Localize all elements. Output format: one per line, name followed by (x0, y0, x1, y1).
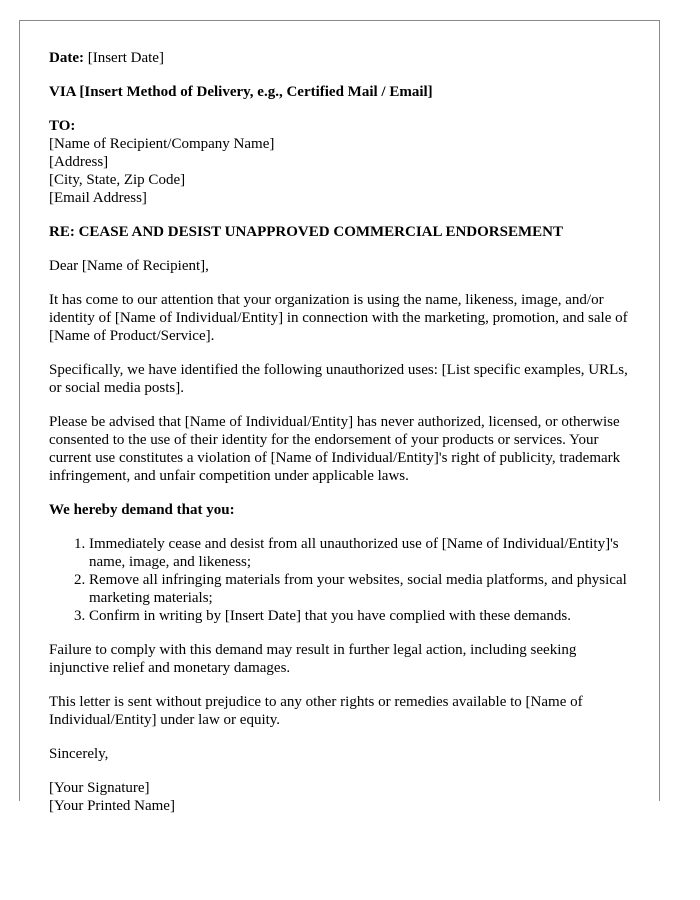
letter-body (49, 49, 629, 831)
subject-text: RE: CEASE AND DESIST UNAPPROVED COMMERCIAL ENDORSEMENT (49, 224, 563, 240)
to-label: TO: (49, 118, 76, 134)
delivery-method-text: VIA [Insert Method of Delivery, e.g., Certified Mail / Email] (49, 84, 433, 100)
salutation: Dear [Name of Recipient], (49, 258, 209, 274)
demand-list (49, 535, 629, 625)
recipient-email: [Email Address] (49, 190, 147, 206)
recipient-address: [Address] (49, 154, 109, 170)
date-value: [Insert Date] (87, 50, 164, 66)
delivery-method (49, 83, 629, 101)
recipient-block (49, 117, 629, 207)
closing-paragraph: Failure to comply with this demand may result in further legal action, including seeking injunctive relief and monetary damages. (49, 642, 577, 676)
demand-item: 3. Confirm in writing by [Insert Date] that you have complied with these demands. (89, 607, 629, 625)
demand-heading-text: We hereby demand that you: (49, 502, 235, 518)
demand-heading (49, 501, 629, 519)
date-line (49, 49, 629, 67)
date-label: Date: (49, 50, 84, 66)
recipient-name: [Name of Recipient/Company Name] (49, 136, 275, 152)
body-paragraph: Specifically, we have identified the following unauthorized uses: [List specific examples, URLs, or social media posts]. (49, 362, 628, 396)
letter-page (19, 20, 660, 814)
recipient-city: [City, State, Zip Code] (49, 172, 186, 188)
body-paragraph: Please be advised that [Name of Individual/Entity] has never authorized, licensed, or otherwise consented to the use of their identity for the endorsement of your products or services. Your current use constitutes a violation of [Name of Individual/Entity]'s right of publicity, trademark infringement, and unfair competition under applicable laws. (49, 414, 621, 484)
signoff: Sincerely, (49, 746, 109, 762)
printed-name: [Your Printed Name] (49, 798, 175, 814)
closing-paragraph: This letter is sent without prejudice to any other rights or remedies available to [Name of Individual/Entity] under law or equity. (49, 694, 583, 728)
demand-item: 2. Remove all infringing materials from your websites, social media platforms, and physical marketing materials; (89, 571, 629, 607)
body-paragraph: It has come to our attention that your organization is using the name, likeness, image, and/or identity of [Name of Individual/Entity] in connection with the marketing, promotion, and sale of [Name of Product/Service]. (49, 292, 628, 344)
signature: [Your Signature] (49, 780, 150, 796)
signature-block (49, 779, 629, 815)
subject-line (49, 223, 629, 241)
demand-item: 1. Immediately cease and desist from all unauthorized use of [Name of Individual/Entity]'s name, image, and likeness; (89, 535, 629, 571)
